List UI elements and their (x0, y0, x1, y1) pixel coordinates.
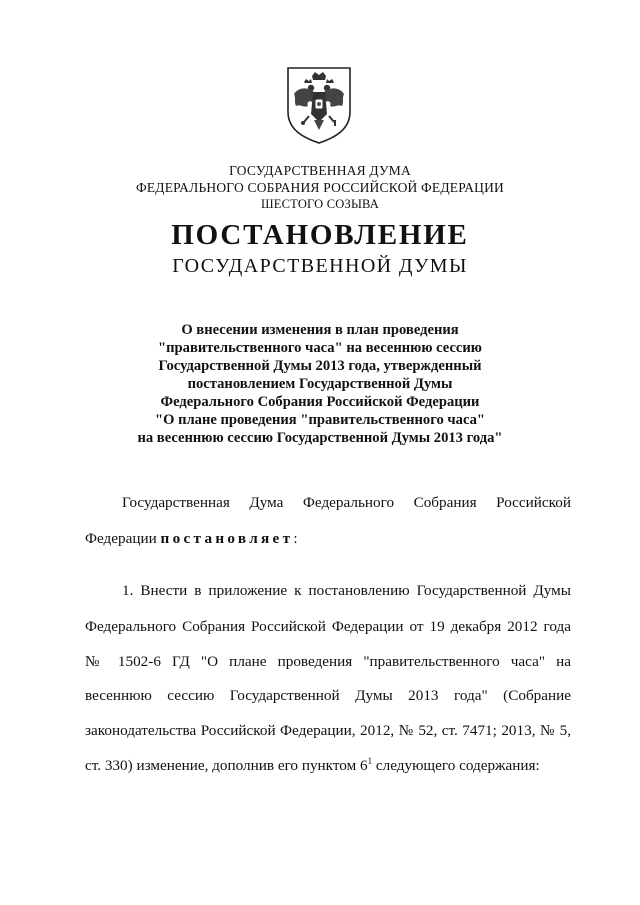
document-type-subtitle: ГОСУДАРСТВЕННОЙ ДУМЫ (172, 255, 468, 277)
issuer-line-1: ГОСУДАРСТВЕННАЯ ДУМА (229, 163, 411, 178)
heading-line: О внесении изменения в план проведения (181, 322, 459, 338)
item1-line-5: законодательства Российской Федерации, 2012, № 52, ст. 7471; 2013, № 5, (85, 722, 571, 739)
item1-line-2: Федерального Собрания Российской Федерации от 19 декабря 2012 года (85, 618, 571, 635)
item1-line-3: № 1502-6 ГД "О плане проведения "правительственного часа" на (85, 653, 571, 670)
item1-line-6-suffix: следующего содержания: (372, 757, 540, 775)
item1-line-4: весеннюю сессию Государственной Думы 2013 года" (Собрание (85, 687, 571, 704)
preamble-line-1: Государственная Дума Федерального Собрания Российской (122, 494, 571, 511)
document-heading (100, 321, 540, 447)
heading-line: Федерального Собрания Российской Федерации (160, 394, 480, 410)
preamble-line-2 (85, 529, 571, 549)
document-type-title: ПОСТАНОВЛЕНИЕ (171, 219, 469, 251)
heading-line: на весеннюю сессию Государственной Думы 2013 года" (137, 430, 503, 446)
heading-line: постановлением Государственной Думы (187, 376, 453, 392)
item-number-superscript: 1 (367, 756, 373, 766)
preamble-prefix: Федерации (85, 530, 161, 547)
coat-of-arms-emblem (284, 64, 354, 146)
convocation-line: ШЕСТОГО СОЗЫВА (260, 197, 380, 211)
heading-line: "О плане проведения "правительственного часа" (154, 412, 486, 428)
issuer-line-2: ФЕДЕРАЛЬНОГО СОБРАНИЯ РОССИЙСКОЙ ФЕДЕРАЦИИ (136, 180, 504, 195)
resolution-verb: постановляет (160, 530, 294, 547)
heading-line: "правительственного часа" на весеннюю сессию (158, 340, 482, 356)
preamble-suffix: : (293, 530, 298, 547)
item1-line-6 (85, 751, 571, 776)
item1-line-1: 1. Внести в приложение к постановлению Государственной Думы (122, 582, 571, 599)
item1-line-6-prefix: ст. 330) изменение, дополнив его пунктом 6 (85, 757, 368, 775)
heading-line: Государственной Думы 2013 года, утвержденный (158, 358, 482, 374)
